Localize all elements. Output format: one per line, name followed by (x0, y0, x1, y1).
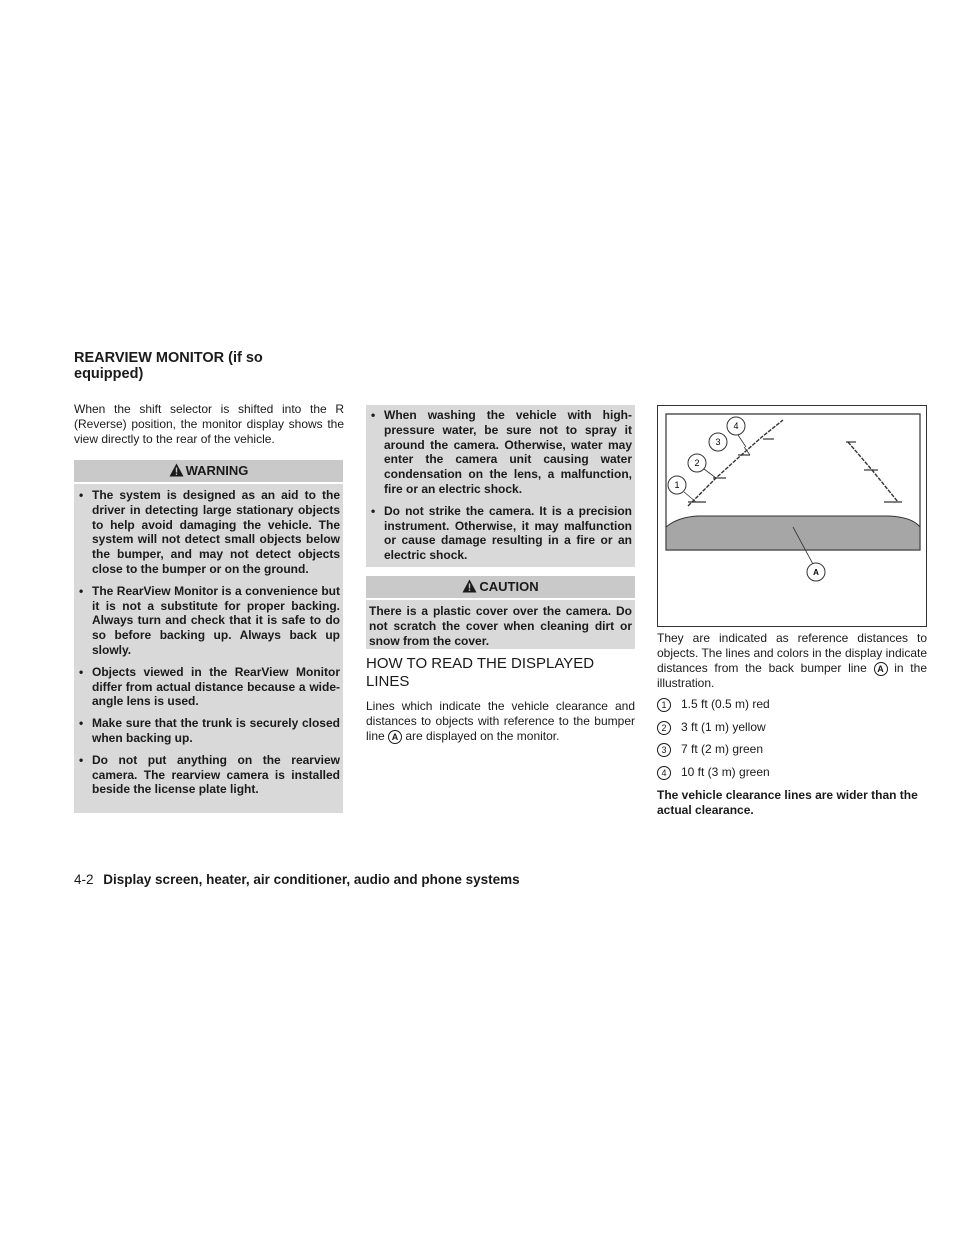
distance-number: 3 (657, 743, 671, 757)
page-number: 4-2 (74, 872, 94, 887)
intro-paragraph: When the shift selector is shifted into the R (Reverse) position, the monitor display shows the view directly to the rear of the vehicle. (74, 402, 344, 446)
warning-item: • The system is designed as an aid to the driver in detecting large stationary objects to help avoid damaging the vehicle. The system will not detect small objects below the bumper, and may not detect objects close to the bumper or on the ground. (79, 488, 340, 576)
svg-text:1: 1 (674, 480, 680, 490)
caution-box (366, 576, 635, 649)
rearview-illustration (657, 405, 927, 627)
caution-title-bar (366, 576, 635, 600)
caution-text: There is a plastic cover over the camera. Do not scratch the cover when cleaning dirt or snow from the cover. (369, 604, 632, 648)
monitor-diagram (658, 406, 926, 626)
warning-title: WARNING (185, 463, 249, 478)
callout-4 (727, 417, 745, 435)
hazard-item: • When washing the vehicle with high-pressure water, be sure not to spray it around the camera. Otherwise, water may enter the camera unit causing water condensation on the lens, a malfunction, fire or an electric shock. (371, 408, 632, 496)
hazard-list (366, 405, 635, 567)
clearance-note: The vehicle clearance lines are wider than the actual clearance. (657, 788, 918, 817)
how-to-heading: HOW TO READ THE DISPLAYED LINES (366, 655, 595, 690)
callout-2 (688, 454, 706, 472)
list-item: 4 10 ft (3 m) green (657, 765, 927, 788)
list-item: 2 3 ft (1 m) yellow (657, 720, 927, 743)
page-footer (74, 872, 520, 888)
svg-text:A: A (813, 568, 819, 577)
warning-title-bar (74, 460, 343, 484)
hazard-item: • Do not strike the camera. It is a precision instrument. Otherwise, it may malfunction or cause damage resulting in a fire or an electric shock. (371, 503, 632, 563)
svg-text:4: 4 (733, 421, 739, 431)
section-title (74, 350, 344, 382)
caution-triangle-icon (462, 579, 477, 593)
warning-item: • Do not put anything on the rearview camera. The rearview camera is installed beside the license plate light. (79, 752, 340, 797)
warning-item: • The RearView Monitor is a convenience but it is not a substitute for proper backing. Always turn and check that it is safe to do so before backing up. Always back up slowly. (79, 583, 340, 657)
section-title-line1: REARVIEW MONITOR (if so (74, 350, 263, 366)
callout-a (807, 563, 825, 581)
section-title-line2: equipped) (74, 366, 144, 382)
list-item: 3 7 ft (2 m) green (657, 742, 927, 765)
warning-item: • Objects viewed in the RearView Monitor differ from actual distance because a wide-angle lens is used. (79, 664, 340, 709)
callout-3 (709, 433, 727, 451)
svg-text:3: 3 (715, 437, 721, 447)
warning-list (74, 484, 343, 801)
chapter-title: Display screen, heater, air conditioner, audio and phone systems (103, 872, 520, 887)
bumper-line-marker: A (874, 662, 888, 676)
svg-text:2: 2 (694, 458, 700, 468)
list-item: 1 1.5 ft (0.5 m) red (657, 697, 927, 720)
hazard-box (366, 405, 635, 567)
warning-box (74, 460, 343, 813)
distance-number: 2 (657, 721, 671, 735)
figure-caption: They are indicated as reference distances to objects. The lines and colors in the display indicate distances from the back bumper line A in the illustration. (657, 631, 927, 690)
bumper-line-marker: A (388, 730, 402, 744)
distance-number: 4 (657, 766, 671, 780)
warning-triangle-icon (169, 463, 184, 477)
warning-item: • Make sure that the trunk is securely closed when backing up. (79, 716, 340, 745)
how-to-paragraph: Lines which indicate the vehicle clearance and distances to objects with reference to the bumper line A are displayed on the monitor. (366, 699, 635, 743)
distance-list (657, 697, 927, 787)
distance-number: 1 (657, 698, 671, 712)
caution-title: CAUTION (479, 579, 539, 594)
callout-1 (668, 476, 686, 494)
